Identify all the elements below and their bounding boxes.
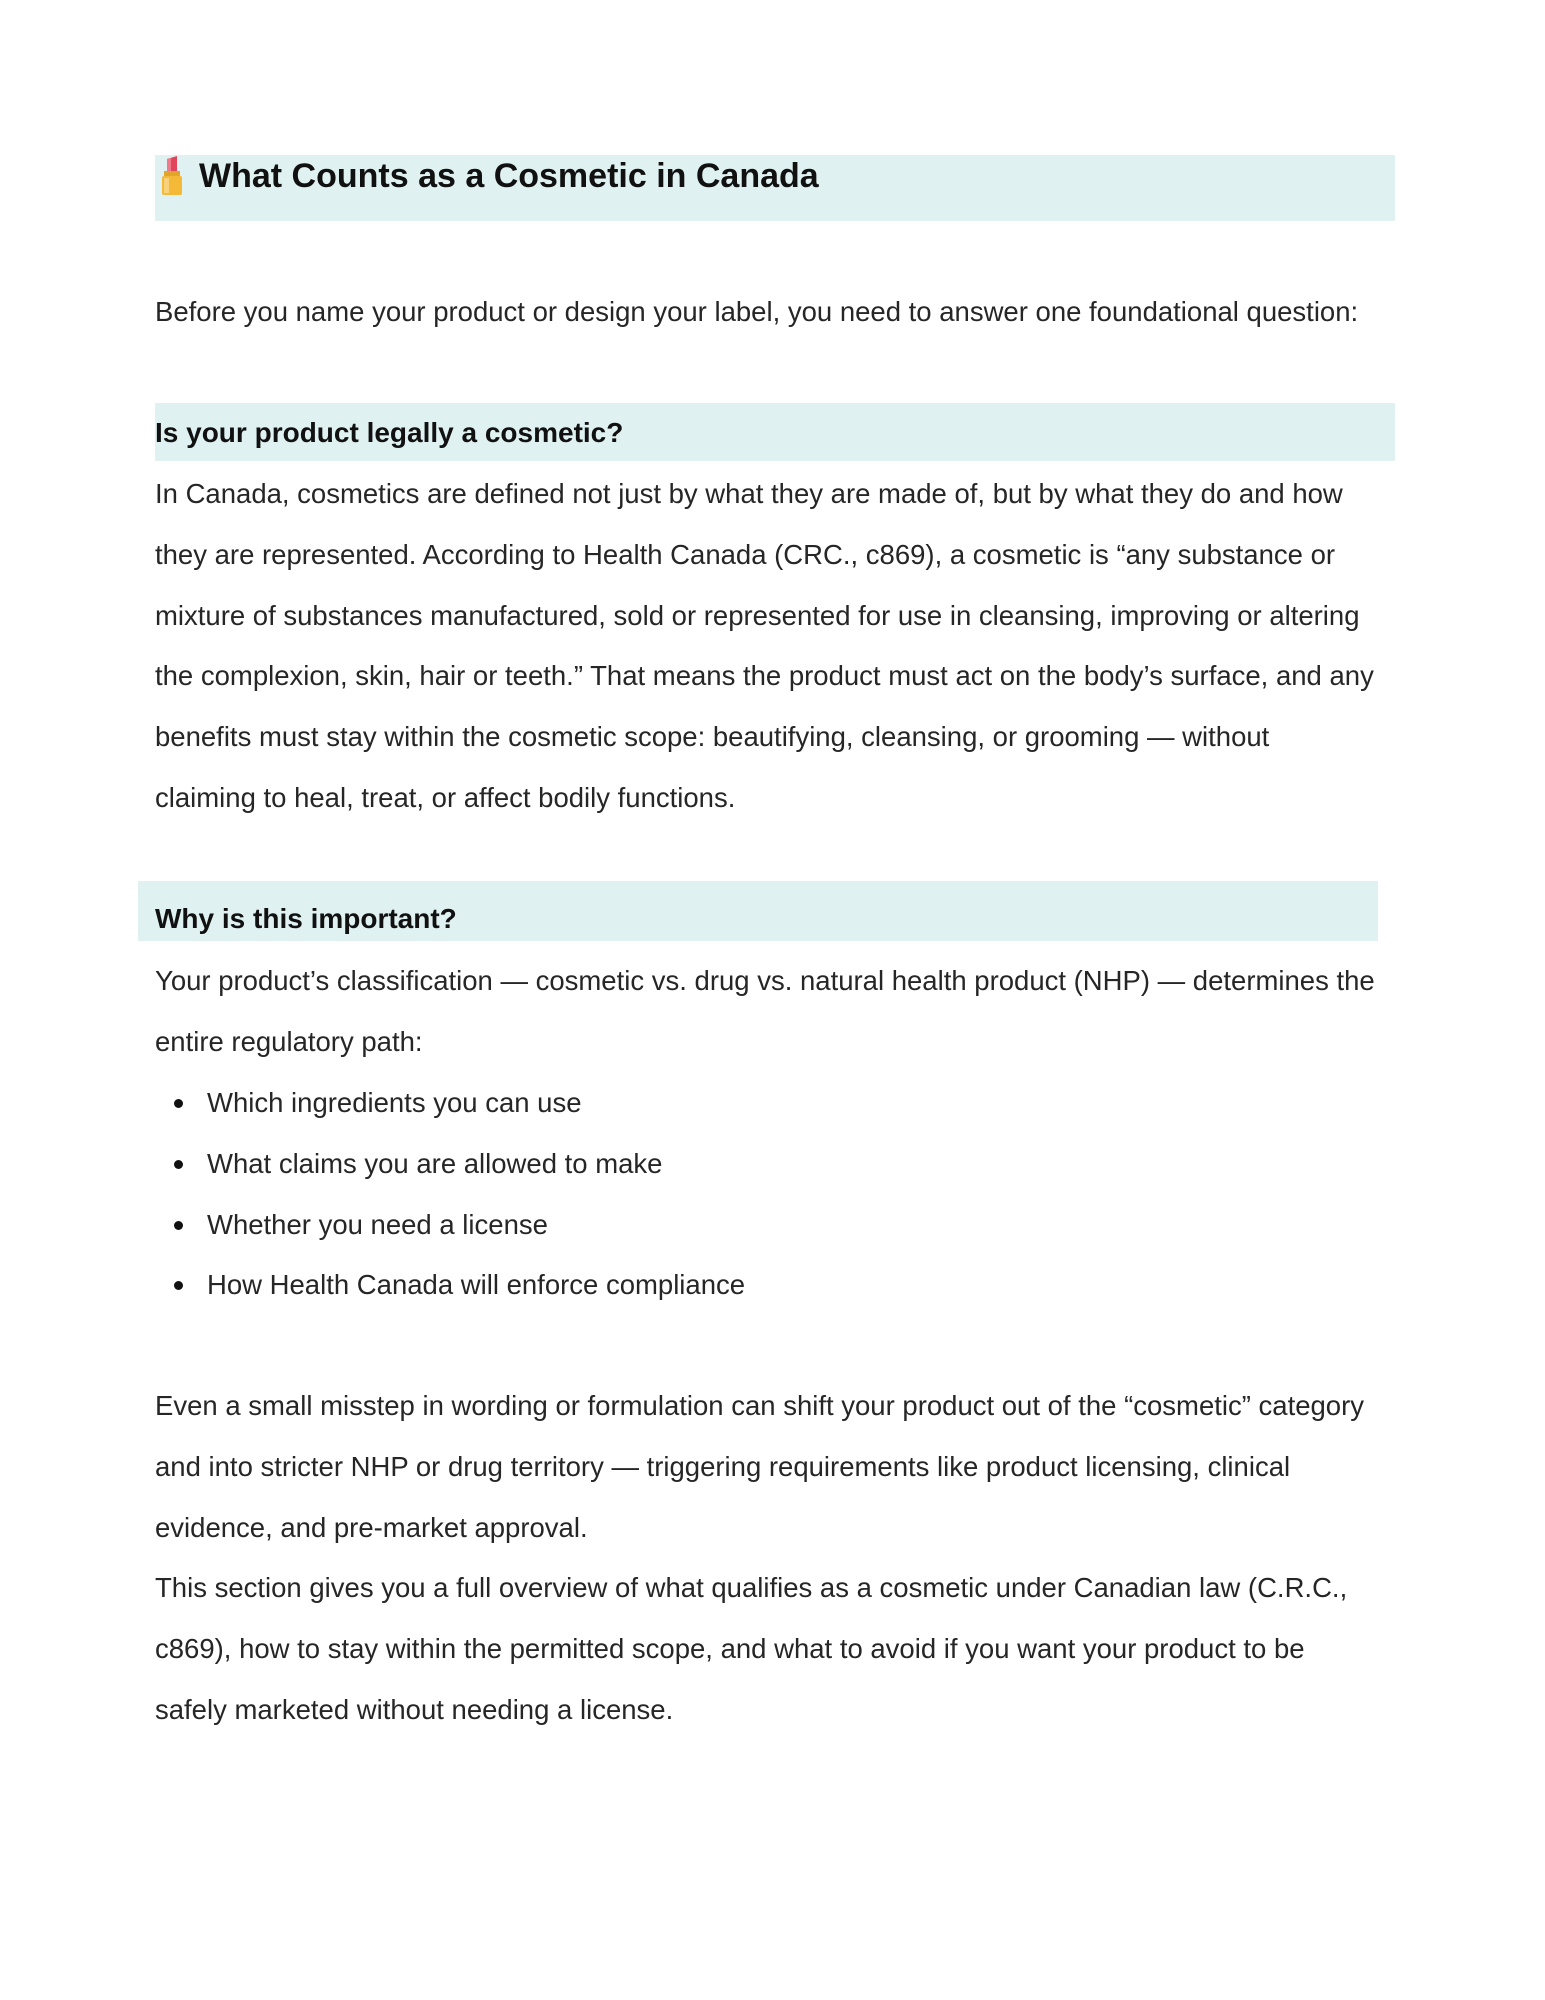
list-item-text: Which ingredients you can use [207, 1087, 582, 1118]
bullet-icon [174, 1221, 183, 1230]
list-item-text: How Health Canada will enforce compliance [207, 1269, 746, 1301]
list-item [155, 1255, 745, 1316]
list-item [155, 1073, 745, 1134]
lipstick-icon [155, 156, 189, 196]
page-title [155, 155, 819, 197]
list-item-text: Whether you need a license [207, 1208, 548, 1240]
bullet-icon [174, 1160, 183, 1169]
regulatory-list [155, 1073, 745, 1316]
definition-paragraph: In Canada, cosmetics are defined not just by what they are made of, but by what they do and how they are represented. According to Health Canada (CRC., c869), a cosmetic is “any substance or mixture of substances manufactured, sold or represented for use in cleansing, improving or altering the complexion, skin, hair or teeth.” That means the product must act on the body’s surface, and any benefits must stay within the cosmetic scope: beautifying, cleansing, or grooming — without claiming to heal, treat, or affect bodily functions. [155, 478, 1374, 813]
subhead-why-important: Why is this important? [155, 903, 457, 934]
misstep-paragraph: Even a small misstep in wording or formulation can shift your product out of the “cosmetic” category and into stricter NHP or drug territory — triggering requirements like product licensing, clinical evidence, and pre-market approval. [155, 1390, 1365, 1543]
classification-paragraph: Your product’s classification — cosmetic vs. drug vs. natural health product (NHP) — determines the entire regulatory path: [155, 965, 1375, 1057]
list-item-text: What claims you are allowed to make [207, 1147, 663, 1179]
title-text: What Counts as a Cosmetic in Canada [199, 156, 819, 195]
subhead-legally-cosmetic: Is your product legally a cosmetic? [155, 417, 624, 448]
list-item [155, 1195, 745, 1256]
overview-paragraph: This section gives you a full overview of what qualifies as a cosmetic under Canadian law (C.R.C., c869), how to stay within the permitted scope, and what to avoid if you want your product to be safely marketed without needing a license. [155, 1572, 1348, 1725]
bullet-icon [174, 1099, 183, 1108]
list-item [155, 1134, 745, 1195]
bullet-icon [174, 1281, 183, 1290]
intro-paragraph: Before you name your product or design your label, you need to answer one foundational question: [155, 296, 1359, 327]
